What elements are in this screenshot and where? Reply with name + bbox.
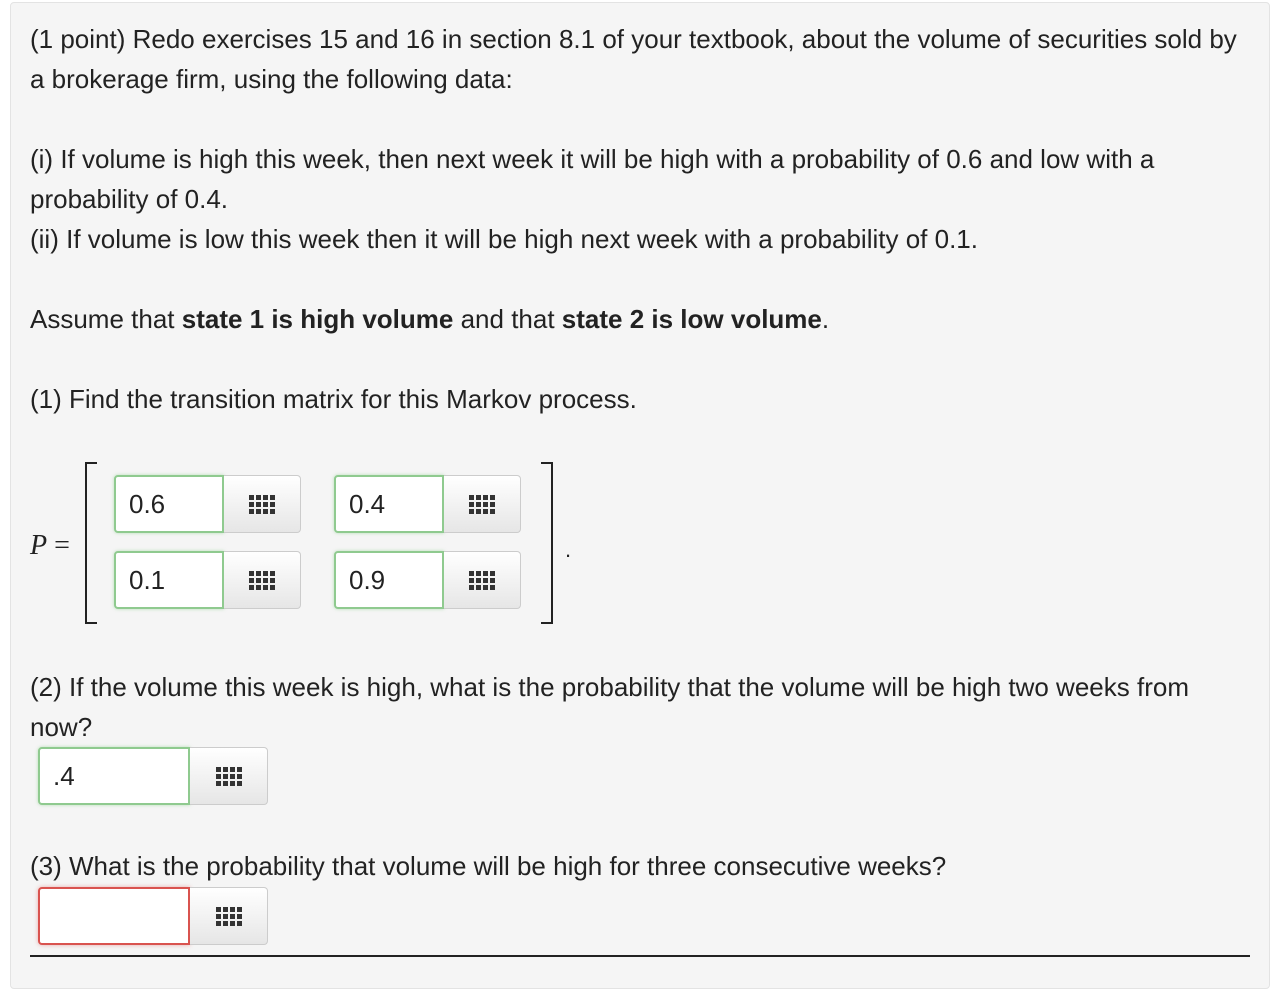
matrix-right-bracket [541, 462, 553, 624]
part2-prompt: (2) If the volume this week is high, what is the probability that the volume will be high two weeks from now? [30, 672, 1189, 742]
equation-editor-button[interactable] [444, 475, 521, 533]
matrix-cell-1-2[interactable]: 0.4 [334, 475, 444, 533]
condition-i: (i) If volume is high this week, then next week it will be high with a probability of 0.6 and low with a probability of 0.4. [30, 144, 1155, 214]
part3-prompt: (3) What is the probability that volume will be high for three consecutive weeks? [30, 851, 947, 881]
part2-answer-input[interactable]: .4 [38, 747, 190, 805]
matrix-label: P = [30, 530, 70, 561]
grid-icon [248, 569, 276, 591]
matrix-cell-2-2[interactable]: 0.9 [334, 551, 444, 609]
equation-editor-button[interactable] [190, 887, 268, 945]
grid-icon [248, 493, 276, 515]
matrix-left-bracket [85, 462, 97, 624]
matrix-cell-1-1[interactable]: 0.6 [114, 475, 224, 533]
equation-editor-button[interactable] [444, 551, 521, 609]
part3-answer-input[interactable] [38, 887, 190, 945]
state-1-label: state 1 is high volume [181, 304, 454, 334]
equation-editor-button[interactable] [190, 747, 268, 805]
condition-ii: (ii) If volume is low this week then it will be high next week with a probability of 0.1. [30, 224, 978, 254]
grid-icon [468, 493, 496, 515]
part1-prompt: (1) Find the transition matrix for this Markov process. [30, 384, 637, 414]
matrix-cell-2-1[interactable]: 0.1 [114, 551, 224, 609]
grid-icon [468, 569, 496, 591]
divider [30, 955, 1250, 957]
equation-editor-button[interactable] [224, 551, 301, 609]
matrix-period: . [565, 537, 572, 562]
state-2-label: state 2 is low volume [561, 304, 822, 334]
grid-icon [215, 765, 243, 787]
equation-editor-button[interactable] [224, 475, 301, 533]
assumption-text: Assume that state 1 is high volume and that state 2 is low volume. [30, 304, 830, 334]
grid-icon [215, 905, 243, 927]
problem-intro: (1 point) Redo exercises 15 and 16 in section 8.1 of your textbook, about the volume of securities sold by a brokerage firm, using the following data: [30, 24, 1237, 94]
